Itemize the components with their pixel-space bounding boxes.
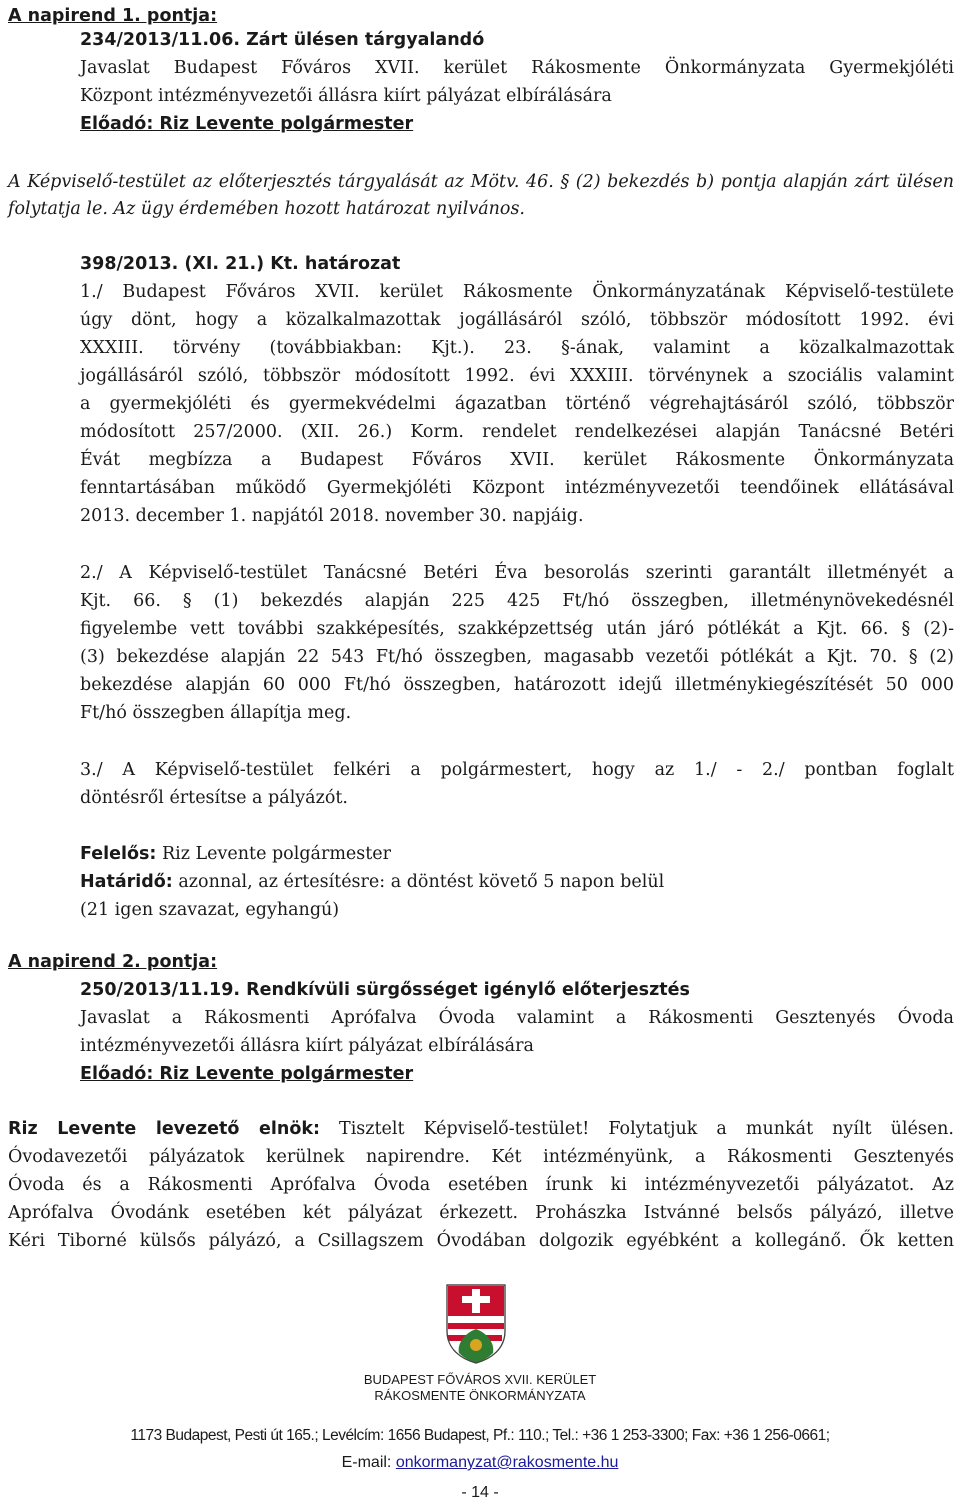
agenda-item-2-heading: A napirend 2. pontja: (8, 952, 218, 972)
point-1-line: Évát megbízza a Budapest Főváros XVII. kerület Rákosmente Önkormányzata (80, 450, 954, 470)
point-2-line: Kjt. 66. § (1) bekezdés alapján 225 425 Ft/hó összegben, illetménynövekedésnél (80, 591, 954, 611)
deadline-value: azonnal, az értesítésre: a döntést követő 5 napon belül (172, 872, 665, 892)
item-2-title: Rendkívüli sürgősséget igénylő előterjesztés (240, 980, 690, 1000)
responsible-label: Felelős: (80, 844, 157, 864)
speaker-name: Riz Levente levezető elnök: (8, 1119, 320, 1139)
point-2-line: bekezdése alapján 60 000 Ft/hó összegben, határozott idejű illetménykiegészítését 50 000 (80, 675, 954, 695)
footer-email-link[interactable]: onkormanyzat@rakosmente.hu (395, 1454, 619, 1471)
agenda-item-1-heading: A napirend 1. pontja: (8, 6, 218, 26)
point-1-line: úgy dönt, hogy a közalkalmazottak jogállásáról szóló, többször módosított 1992. évi (80, 310, 954, 330)
item-2-number-title (80, 978, 954, 1002)
point-2-line: 2./ A Képviselő-testület Tanácsné Betéri Éva besorolás szerinti garantált illetményét a (80, 563, 954, 583)
responsible-value: Riz Levente polgármester (156, 844, 392, 864)
responsible-line (80, 842, 954, 866)
point-3-line: 3./ A Képviselő-testület felkéri a polgármestert, hogy az 1./ - 2./ pontban foglalt (80, 760, 954, 780)
point-2-line: (3) bekezdése alapján 22 543 Ft/hó összegben, magasabb vezetői pótlékát a Kjt. 70. § (2) (80, 647, 954, 667)
closed-session-note-line: A Képviselő-testület az előterjesztés tárgyalását az Mötv. 46. § (2) bekezdés b) pontja alapján zárt ülésen (8, 172, 954, 192)
item-1-number-title: 234/2013/11.06. Zárt ülésen tárgyalandó (80, 30, 485, 50)
resolution-title: 398/2013. (XI. 21.) Kt. határozat (80, 254, 401, 274)
item-1-presenter: Előadó: Riz Levente polgármester (80, 114, 414, 134)
deadline-line (80, 870, 954, 894)
point-3-line: döntésről értesítse a pályázót. (80, 788, 348, 808)
point-1-line: fenntartásában működő Gyermekjóléti Központ intézményvezetői teendőinek ellátásával (80, 478, 954, 498)
footer-email-label: E-mail: (341, 1454, 396, 1471)
item-1-proposal-line: Javaslat Budapest Főváros XVII. kerület Rákosmente Önkormányzata Gyermekjóléti (80, 58, 954, 78)
speech-line (8, 1117, 954, 1141)
closed-session-note-line: folytatja le. Az ügy érdemében hozott határozat nyilvános. (8, 199, 525, 219)
item-2-proposal-line: intézményvezetői állásra kiírt pályázat elbírálására (80, 1036, 534, 1056)
deadline-label: Határidő: (80, 872, 173, 892)
point-1-line: módosított 257/2000. (XII. 26.) Korm. rendelet rendelkezései alapján Tanácsné Betéri (80, 422, 954, 442)
speech-line: Kéri Tiborné külsős pályázó, a Csillagszem Óvodában dolgozik egyébként a kollegánő. Ők ketten (8, 1231, 954, 1251)
speech-text: Tisztelt Képviselő-testület! Folytatjuk a munkát nyílt ülésen. (319, 1119, 954, 1139)
item-2-number: 250/2013/11.19. (80, 980, 241, 1000)
point-1-line: 1./ Budapest Főváros XVII. kerület Rákosmente Önkormányzatának Képviselő-testülete (80, 282, 954, 302)
point-2-line: Ft/hó összegben állapítja meg. (80, 703, 352, 723)
point-1-line: XXXIII. törvény (továbbiakban: Kjt.). 23. §-ának, valamint a közalkalmazottak (80, 338, 954, 358)
point-2-line: figyelembe vett további szakképesítés, szakképzettség után járó pótlékát a Kjt. 66. § (2)- (80, 619, 954, 639)
coat-of-arms-icon (445, 1283, 507, 1365)
point-1-line: 2013. december 1. napjától 2018. november 30. napjáig. (80, 506, 584, 526)
footer-org-line-2: RÁKOSMENTE ÖNKORMÁNYZATA (374, 1388, 586, 1403)
speech-line: Óvodavezetői pályázatok kerülnek napirendre. Két intézményünk, a Rákosmenti Gesztenyés (8, 1147, 954, 1167)
footer-email-line (0, 1453, 960, 1473)
vote-result: (21 igen szavazat, egyhangú) (80, 900, 340, 920)
speech-line: Aprófalva Óvodánk esetében két pályázat érkezett. Prohászka Istvánné belsős pályázó, illetve (8, 1203, 954, 1223)
footer-address: 1173 Budapest, Pesti út 165.; Levélcím: 1656 Budapest, Pf.: 110.; Tel.: +36 1 253-3300; Fax: +36 1 256-0661; (130, 1427, 830, 1444)
page-number: - 14 - (461, 1484, 499, 1501)
item-2-presenter: Előadó: Riz Levente polgármester (80, 1064, 414, 1084)
item-1-proposal-line: Központ intézményvezetői állásra kiírt pályázat elbírálására (80, 86, 612, 106)
point-1-line: jogállásáról szóló, többször módosított 1992. évi XXXIII. törvénynek a szociális valamint (80, 366, 954, 386)
speech-line: Óvoda és a Rákosmenti Aprófalva Óvoda esetében írunk ki intézményvezetői pályázatot. Az (8, 1175, 954, 1195)
item-2-proposal-line: Javaslat a Rákosmenti Aprófalva Óvoda valamint a Rákosmenti Gesztenyés Óvoda (80, 1008, 954, 1028)
footer-org-line-1: BUDAPEST FŐVÁROS XVII. KERÜLET (363, 1372, 597, 1387)
point-1-line: a gyermekjóléti és gyermekvédelmi ágazatban történő végrehajtásáról szóló, többször (80, 394, 954, 414)
